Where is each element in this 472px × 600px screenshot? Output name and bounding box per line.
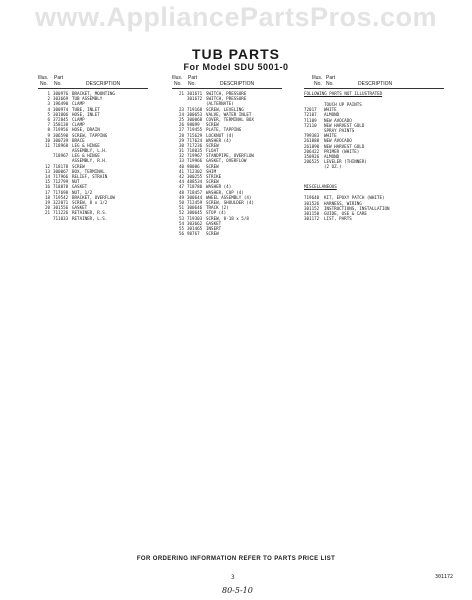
illus-number: 20 (44, 205, 50, 211)
illus-number: 4 (47, 106, 50, 112)
part-number: 206525 (304, 159, 320, 165)
part-description: GASKET (72, 184, 88, 190)
illus-number: 12 (44, 163, 50, 169)
part-description: LOCKNUT (4) (206, 132, 234, 138)
part-description: SCREW (206, 231, 219, 237)
illus-number: 32 (178, 153, 184, 159)
illus-number: 30 (178, 142, 184, 148)
part-description: VALVE, WATER INLET (206, 111, 252, 117)
part-number: 71109 (304, 117, 317, 123)
part-description: HARNESS, WIRING (324, 200, 362, 206)
part-description: SCREW, LEVELING (206, 106, 244, 112)
part-description: STOP (4) (206, 210, 227, 216)
handwritten-note: 80-5-10 (222, 586, 253, 595)
part-number: 712302 (187, 168, 203, 174)
illus-number: 52 (178, 210, 184, 216)
part-description: ASSEMBLY, R.H. (72, 158, 108, 164)
part-description: WASHER, CUP (4) (206, 189, 244, 195)
header-part-no: No. (54, 81, 62, 87)
part-description: INSERT (206, 225, 222, 231)
illus-number: 40 (178, 163, 184, 169)
illus-number: 7 (47, 122, 50, 128)
illus-number: 48 (178, 189, 184, 195)
part-description: NUT (72, 179, 80, 185)
part-description: NUT, 1/2 (72, 189, 93, 195)
part-description: SCREW (206, 142, 219, 148)
part-number: 712459 (187, 199, 203, 205)
part-description: NEW AVOCADO (324, 138, 352, 144)
part-number: 718780 (187, 184, 203, 190)
part-number: 799383 (304, 133, 320, 139)
part-number: 719168 (187, 106, 203, 112)
part-number: 712799 (53, 179, 69, 185)
part-number: 303662 (187, 220, 203, 226)
part-number: 718035 (187, 148, 203, 154)
page-number: 3 (231, 574, 235, 581)
part-number: 72107 (304, 112, 317, 118)
part-description: LEG & HINGE (72, 142, 100, 148)
part-number: 72017 (304, 107, 317, 113)
part-number: 72110 (304, 122, 317, 128)
illus-number: 33 (178, 158, 184, 164)
part-description: HOSE, INLET (72, 111, 100, 117)
part-number: 98086 (187, 163, 200, 169)
part-number: 488534 (187, 179, 203, 185)
illus-number: 56 (178, 231, 184, 237)
section-title-not-illustrated: FOLLOWING PARTS NOT ILLUSTRATED (304, 91, 383, 96)
part-number: 98099 (187, 122, 200, 128)
parts-list-row (304, 164, 444, 169)
part-number: 301671 (187, 91, 203, 96)
part-description: GASKET (72, 205, 88, 211)
illus-number: 42 (178, 174, 184, 179)
watermark: www.AppliancePartsPros.com (34, 2, 438, 32)
part-number: 719542 (53, 194, 69, 200)
illus-number: 6 (47, 116, 50, 122)
illus-number: 9 (47, 132, 50, 138)
illus-number: 55 (178, 225, 184, 231)
part-description: SCREW, 8 x 1/2 (72, 199, 108, 205)
part-number: 715629 (187, 132, 203, 138)
header-part-no: No. (326, 81, 334, 87)
header-illus: Illus. (38, 75, 49, 81)
illus-number: 19 (44, 199, 50, 205)
part-description: CLAMP (72, 116, 85, 122)
part-number: 300653 (187, 111, 203, 117)
part-description: ASSEMBLY, L.H. (72, 148, 108, 154)
part-description: STANDPIPE, OVERFLOW (206, 153, 254, 159)
part-description: SCREW, SHOULDER (4) (206, 199, 254, 205)
illus-number: 47 (178, 184, 184, 190)
column-header (38, 76, 148, 88)
illus-number: 14 (44, 174, 50, 179)
part-number: 719956 (53, 127, 69, 133)
part-number: 98767 (187, 231, 200, 237)
part-number: 300067 (53, 168, 69, 174)
part-number: 719967 (187, 153, 203, 159)
page-title: TUB PARTS (191, 46, 281, 62)
part-number: 301150 (304, 211, 320, 216)
illus-number: 5 (47, 111, 50, 117)
part-description: TUBE, INLET (72, 106, 100, 112)
part-description: SWITCH, PRESSURE (206, 96, 247, 102)
illus-number: 16 (44, 184, 50, 190)
part-number: 718967 (53, 153, 69, 159)
illus-number: 31 (178, 148, 184, 154)
part-number: 196490 (53, 101, 69, 107)
part-description: TRACK (2) (206, 205, 229, 211)
column-header (304, 76, 444, 88)
illus-number: 54 (178, 220, 184, 226)
header-illus: Illus. (172, 75, 183, 81)
part-number: 358138 (53, 122, 69, 128)
part-number: 718968 (53, 142, 69, 148)
part-number: 719966 (187, 158, 203, 164)
part-description: BRACKET, OVERFLOW (72, 194, 115, 200)
part-number: 711033 (53, 215, 69, 221)
part-description: SHIM (206, 168, 217, 174)
part-description: LIST, PARTS (324, 216, 352, 222)
part-number: 717236 (187, 142, 203, 148)
parts-list-row (38, 216, 148, 221)
part-number: 300644 (187, 194, 203, 200)
part-description: GASKET (206, 220, 222, 226)
part-description: KIT, EPOXY PATCH (WHITE) (324, 195, 385, 201)
part-description: SCREW (206, 179, 219, 185)
part-number: 300255 (187, 174, 203, 179)
part-number: 717624 (187, 137, 203, 143)
illus-number: 29 (178, 137, 184, 143)
header-illus: Illus. (312, 75, 323, 81)
illus-number: 11 (44, 142, 50, 148)
parts-list-row (172, 231, 282, 236)
illus-number: 10 (44, 137, 50, 143)
part-description: GUIDE, USE & CARE (324, 211, 367, 216)
part-number: 300646 (187, 205, 203, 211)
part-description: TUB ASSEMBLY (72, 96, 103, 102)
part-description: WASHER (4) (206, 184, 232, 190)
part-number: 711226 (53, 210, 69, 216)
part-description: SWITCH, PRESSURE (206, 91, 247, 96)
section-title-miscellaneous: MISCELLANEOUS (304, 184, 337, 190)
header-rule (38, 88, 148, 89)
part-number: 206422 (304, 148, 320, 154)
part-description: HOSE, DRAIN (72, 127, 100, 133)
part-number: 350926 (304, 153, 320, 159)
illus-number: 26 (178, 122, 184, 128)
part-number: 261888 (304, 138, 320, 144)
part-description: NEW AVOCADO (324, 117, 352, 123)
part-number: 719303 (187, 215, 203, 221)
illus-number: 1 (47, 91, 50, 96)
part-description: FLOAT (206, 148, 219, 154)
illus-number: 13 (44, 168, 50, 174)
parts-column-3 (304, 76, 444, 221)
part-description: (ALTERNATE) (206, 101, 234, 107)
part-number: 301526 (304, 200, 320, 206)
parts-column-2 (172, 76, 282, 236)
part-description: CLAMP (72, 122, 85, 128)
illus-number: 3 (47, 101, 50, 107)
part-description: LEVELER (THINNER) (324, 159, 367, 165)
part-number: 303669 (53, 96, 69, 102)
illus-number: 17 (44, 189, 50, 195)
header-part-no: No. (188, 81, 196, 87)
part-number: 300068 (187, 116, 203, 122)
illus-number: 21 (178, 91, 184, 96)
illus-number: 2 (47, 96, 50, 102)
illus-number: 23 (178, 106, 184, 112)
part-description: SCREW, TAPPING (72, 132, 108, 138)
header-no: No. (40, 81, 48, 87)
part-description: NEW HARVEST GOLD (324, 143, 365, 149)
part-number: 717698 (53, 189, 69, 195)
part-number: 300976 (53, 91, 69, 96)
part-number: 301006 (53, 111, 69, 117)
part-description: (2 OZ.) (324, 164, 342, 170)
header-rule (304, 88, 444, 89)
part-number: 261890 (304, 143, 320, 149)
part-description: SCREW (72, 163, 85, 169)
part-number: 718178 (53, 163, 69, 169)
header-rule (172, 88, 282, 89)
header-part: Part (326, 75, 336, 81)
illus-number: 50 (178, 199, 184, 205)
part-description: NEW HARVEST GOLD (324, 122, 365, 128)
part-number: 301152 (304, 205, 320, 211)
document-number: 301172 (435, 574, 454, 580)
part-number: 300739 (53, 137, 69, 143)
illus-number: 8 (47, 127, 50, 133)
part-number: 372845 (53, 116, 69, 122)
part-description: WASHER (4) (206, 137, 232, 143)
part-description: SCREW (206, 122, 219, 128)
column-header (172, 76, 282, 88)
illus-number: 51 (178, 205, 184, 211)
part-description: RETAINER, L.S. (72, 215, 108, 221)
part-description: COVER, TERMINAL BOX (206, 116, 254, 122)
part-number: 301172 (304, 216, 320, 222)
part-description: SPRAY PAINTS (324, 127, 355, 133)
part-number: 717966 (53, 174, 69, 179)
illus-number: 25 (178, 116, 184, 122)
illus-number: 28 (178, 132, 184, 138)
part-number: 719455 (187, 127, 203, 133)
part-description: WHITE (324, 133, 337, 139)
part-number: 718878 (53, 184, 69, 190)
part-number: 301465 (187, 225, 203, 231)
part-number: 301672 (187, 96, 203, 102)
illus-number: 21 (44, 210, 50, 216)
header-part: Part (54, 75, 64, 81)
part-number: 718457 (187, 189, 203, 195)
part-number: 306590 (53, 132, 69, 138)
part-description: SCREW, 8-18 x 5/8 (206, 215, 249, 221)
part-description: SCREW (206, 163, 219, 169)
part-number: 322071 (53, 199, 69, 205)
part-description: BOX, TERMINAL (72, 168, 105, 174)
header-no: No. (314, 81, 322, 87)
part-description: ALMOND (324, 112, 340, 118)
part-number: 300974 (53, 106, 69, 112)
part-description: PLATE, TAPPING (206, 127, 242, 133)
illus-number: 41 (178, 168, 184, 174)
header-description: DESCRIPTION (358, 81, 393, 87)
part-description: WHEEL ASSEMBLY (4) (206, 194, 252, 200)
part-number: 301556 (53, 205, 69, 211)
page-subtitle: For Model SDU 5001-0 (183, 62, 289, 72)
illus-number: 27 (178, 127, 184, 133)
part-description: WHITE (324, 107, 337, 113)
parts-column-1 (38, 76, 148, 221)
part-description: RELIEF, STRAIN (72, 174, 108, 179)
illus-number: 53 (178, 215, 184, 221)
part-description: GASKET, OVERFLOW (206, 158, 247, 164)
header-part: Part (188, 75, 198, 81)
part-description: INSTRUCTIONS, INSTALLATION (324, 205, 390, 211)
part-description: BRACE (72, 137, 85, 143)
part-number: 719640 (304, 195, 320, 201)
header-description: DESCRIPTION (86, 81, 121, 87)
part-description: LEG & HINGE (72, 153, 100, 159)
parts-list-row (304, 216, 444, 221)
illus-number: 44 (178, 179, 184, 185)
ordering-footer: FOR ORDERING INFORMATION REFER TO PARTS PRICE LIST (136, 556, 336, 562)
illus-number: 49 (178, 194, 184, 200)
illus-number: 24 (178, 111, 184, 117)
part-description: BRACKET, MOUNTING (72, 91, 115, 96)
part-number: 300645 (187, 210, 203, 216)
part-description: RETAINER, R.S. (72, 210, 108, 216)
header-description: DESCRIPTION (220, 81, 255, 87)
header-no: No. (174, 81, 182, 87)
part-description: STRIKE (206, 174, 222, 179)
illus-number: 18 (44, 194, 50, 200)
illus-number: 15 (44, 179, 50, 185)
part-description: CLAMP (72, 101, 85, 107)
part-description: ALMOND (324, 153, 340, 159)
part-description: TOUCH UP PAINTS (324, 102, 362, 107)
part-description: PRIMER (WHITE) (324, 148, 360, 154)
